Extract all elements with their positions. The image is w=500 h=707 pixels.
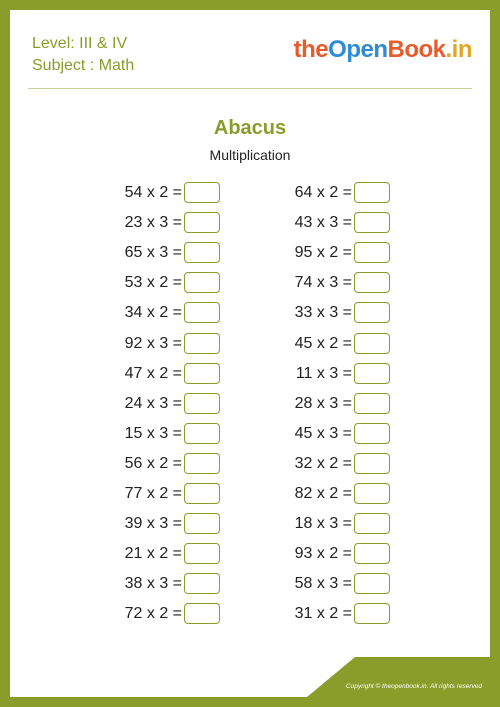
problem-expression: 45 x 3 = (294, 424, 352, 442)
answer-box[interactable] (354, 302, 390, 323)
answer-box[interactable] (354, 453, 390, 474)
brand-open: Open (328, 36, 388, 63)
problem-expression: 92 x 3 = (124, 334, 182, 352)
level-label: Level: III & IV (32, 35, 128, 52)
brand-logo (294, 36, 472, 64)
problem-expression: 43 x 3 = (294, 214, 352, 232)
answer-box[interactable] (354, 393, 390, 414)
problem-row (0, 512, 500, 536)
problem-expression: 93 x 2 = (294, 545, 352, 563)
problem-row (0, 362, 500, 386)
problem-expression: 24 x 3 = (124, 394, 182, 412)
problem-expression: 47 x 2 = (124, 364, 182, 382)
problem-expression: 39 x 3 = (124, 515, 182, 533)
problem-row (0, 392, 500, 416)
problem-expression: 53 x 2 = (124, 274, 182, 292)
answer-box[interactable] (354, 483, 390, 504)
problem-row (0, 241, 500, 265)
header-info (32, 33, 134, 77)
answer-box[interactable] (354, 212, 390, 233)
problem-expression: 18 x 3 = (294, 515, 352, 533)
problem-expression: 64 x 2 = (294, 184, 352, 201)
problem-expression: 38 x 3 = (124, 575, 182, 593)
problem-row (0, 602, 500, 626)
problem-expression: 74 x 3 = (294, 274, 352, 292)
problem-expression: 65 x 3 = (124, 244, 182, 262)
brand-the: the (293, 36, 329, 63)
problem-row (0, 181, 500, 205)
answer-box[interactable] (354, 182, 390, 203)
problem-row (0, 211, 500, 235)
problem-row (0, 301, 500, 325)
problem-expression: 15 x 3 = (124, 424, 182, 442)
problem-expression: 54 x 2 = (124, 184, 182, 201)
problem-expression: 34 x 2 = (124, 304, 182, 322)
problem-row (0, 572, 500, 596)
answer-box[interactable] (354, 513, 390, 534)
problem-expression: 45 x 2 = (294, 334, 352, 352)
answer-box[interactable] (354, 603, 390, 624)
problem-expression: 56 x 2 = (124, 454, 182, 472)
footer-band (0, 657, 500, 707)
problem-expression: 11 x 3 = (295, 364, 352, 382)
answer-box[interactable] (354, 333, 390, 354)
problem-expression: 21 x 2 = (124, 545, 182, 563)
problem-expression: 82 x 2 = (294, 485, 352, 502)
problem-row (0, 271, 500, 295)
subject-label: Subject : Math (32, 57, 135, 74)
answer-box[interactable] (354, 363, 390, 384)
header-divider (28, 88, 472, 89)
answer-box[interactable] (354, 423, 390, 444)
problem-row (0, 332, 500, 356)
brand-book: Book (387, 36, 446, 63)
problem-expression: 58 x 3 = (294, 575, 352, 593)
answer-box[interactable] (354, 242, 390, 263)
problem-expression: 32 x 2 = (294, 454, 352, 472)
answer-box[interactable] (354, 573, 390, 594)
problem-expression: 95 x 2 = (294, 244, 352, 262)
problem-expression: 72 x 2 = (124, 605, 182, 623)
problem-row (0, 452, 500, 476)
problem-row (0, 482, 500, 506)
problem-expression: 28 x 3 = (294, 394, 352, 412)
page-title: Abacus (213, 117, 287, 139)
page-subtitle: Multiplication (209, 147, 291, 163)
answer-box[interactable] (354, 543, 390, 564)
problem-row (0, 422, 500, 446)
problem-expression: 33 x 3 = (294, 304, 352, 322)
brand-suffix: .in (445, 36, 472, 63)
problem-expression: 31 x 2 = (294, 605, 352, 623)
problem-expression: 77 x 2 = (124, 485, 182, 502)
answer-box[interactable] (354, 272, 390, 293)
problem-row (0, 542, 500, 566)
copyright-text: Copyright © theopenbook.in. All rights reserved (345, 683, 482, 690)
problem-expression: 23 x 3 = (124, 214, 182, 232)
